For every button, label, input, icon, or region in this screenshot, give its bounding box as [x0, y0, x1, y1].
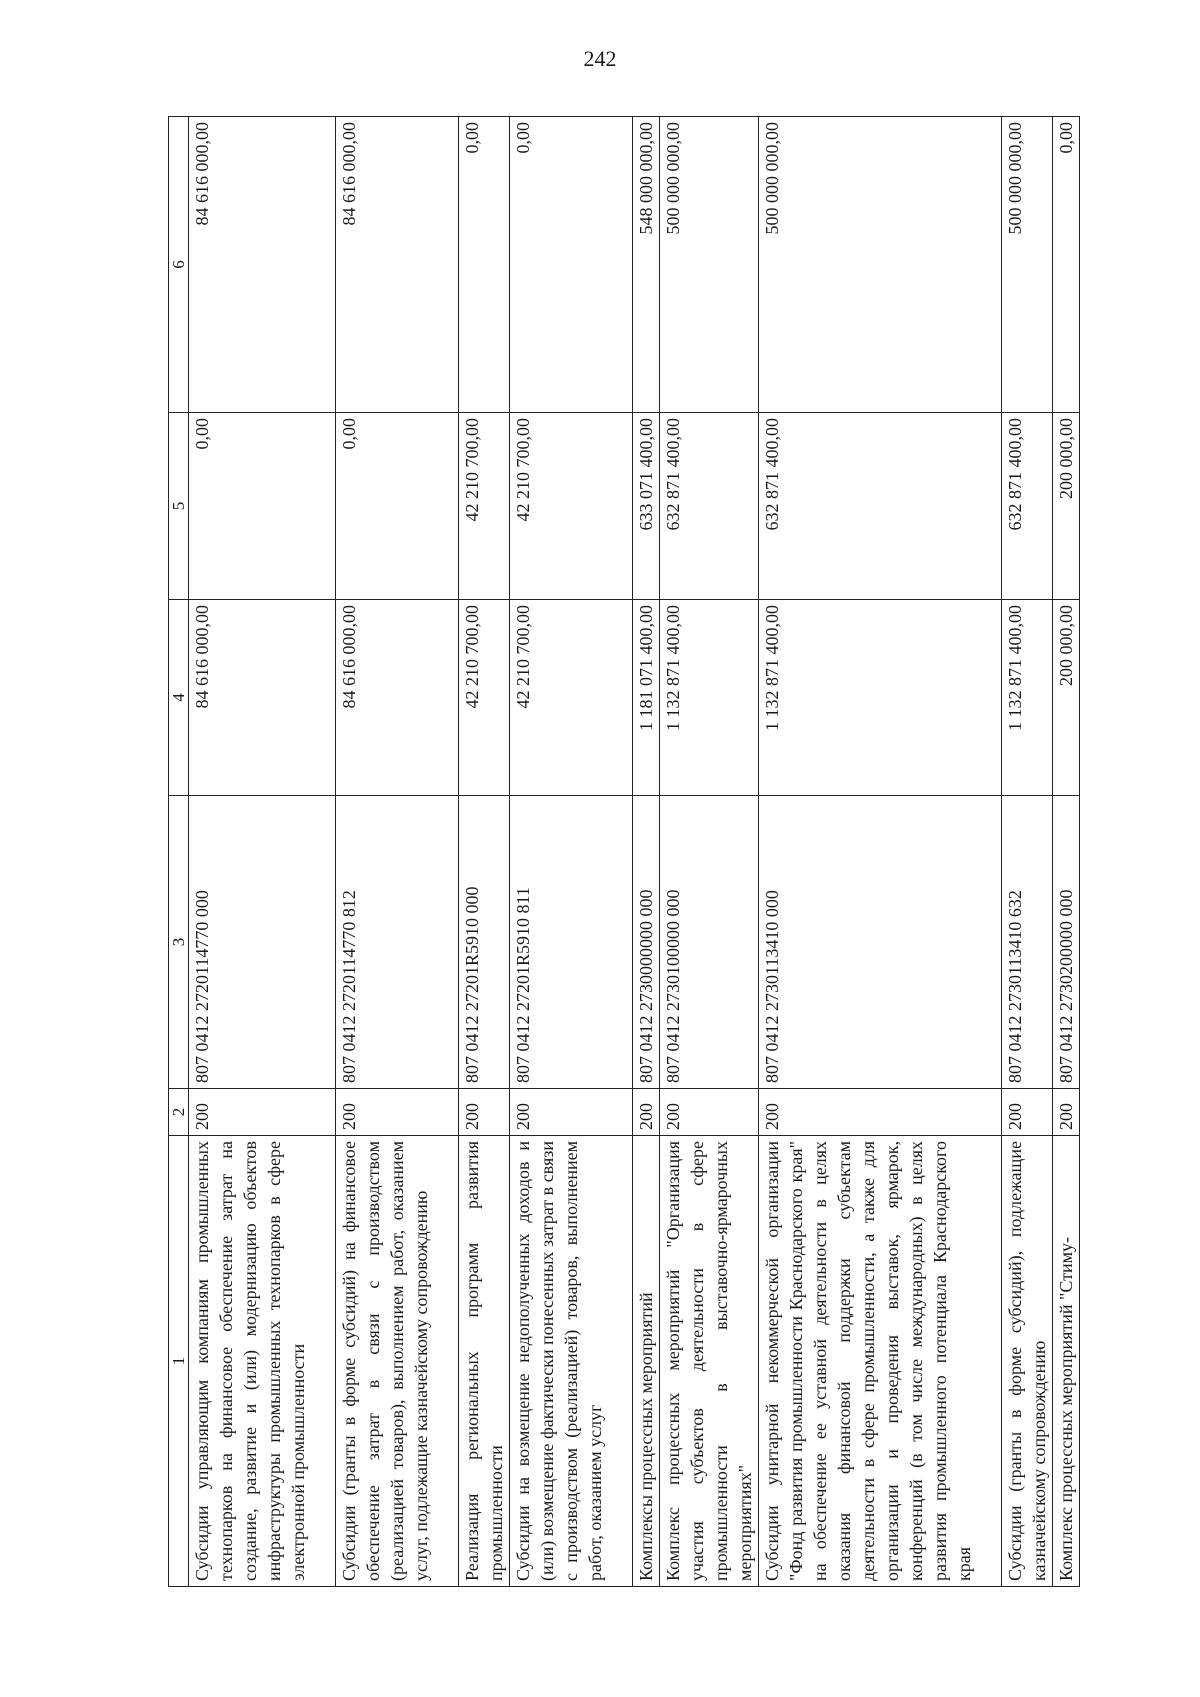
table-row [759, 117, 1002, 1587]
header-cell: 1 [169, 1136, 189, 1587]
row-value-5: 633 071 400,00 [633, 413, 660, 600]
row-value-5: 632 871 400,00 [759, 413, 1002, 600]
header-cell: 4 [169, 600, 189, 796]
row-value-6: 0,00 [459, 117, 510, 413]
row-code: 200 [189, 1089, 336, 1136]
row-code: 200 [459, 1089, 510, 1136]
row-value-5: 0,00 [336, 413, 459, 600]
table-row [459, 117, 510, 1587]
row-value-5: 632 871 400,00 [660, 413, 759, 600]
row-code: 200 [660, 1089, 759, 1136]
table-row [1002, 117, 1053, 1587]
row-name: Субсидии управляющим компаниям промышленных технопарков на финансовое обеспечение затрат на создание, развитие и (или) модернизацию объектов инфраструктуры промышленных технопарков в сфере электронной промышленности [189, 1136, 336, 1587]
row-value-6: 500 000 000,00 [1002, 117, 1053, 413]
table-row [660, 117, 759, 1587]
row-value-4: 1 181 071 400,00 [633, 600, 660, 796]
row-kbk: 807 0412 2730113410 000 [759, 796, 1002, 1089]
row-name: Субсидии на возмещение недополученных доходов и (или) возмещение фактически понесенных затрат в связи с производством (реализацией) товаров, выполнением работ, оказанием услуг [510, 1136, 633, 1587]
header-cell: 2 [169, 1089, 189, 1136]
table-row [1053, 117, 1080, 1587]
header-cell: 3 [169, 796, 189, 1089]
row-value-5: 632 871 400,00 [1002, 413, 1053, 600]
row-name: Субсидии (гранты в форме субсидий) на финансовое обеспечение затрат в связи с производством (реализацией товаров), выполнением работ, оказанием услуг, подлежащие казначейскому сопровождению [336, 1136, 459, 1587]
budget-table [168, 116, 1080, 1587]
row-value-4: 1 132 871 400,00 [759, 600, 1002, 796]
table-row [633, 117, 660, 1587]
row-code: 200 [759, 1089, 1002, 1136]
row-kbk: 807 0412 2720114770 000 [189, 796, 336, 1089]
header-cell: 6 [169, 117, 189, 413]
row-value-5: 42 210 700,00 [510, 413, 633, 600]
row-code: 200 [336, 1089, 459, 1136]
row-kbk: 807 0412 2730000000 000 [633, 796, 660, 1089]
table-row [510, 117, 633, 1587]
row-value-6: 84 616 000,00 [189, 117, 336, 413]
row-kbk: 807 0412 27201R5910 000 [459, 796, 510, 1089]
row-name: Субсидии унитарной некоммерческой организации "Фонд развития промышленности Краснодарского края" на обеспечение ее уставной деятельности в целях оказания финансовой поддержки субъектам деятельности в сфере промышленности, а также для организации и проведения выставок, ярмарок, конференций (в том числе международных) в целях развития промышленного потенциала Краснодарского края [759, 1136, 1002, 1587]
row-value-6: 500 000 000,00 [660, 117, 759, 413]
row-code: 200 [1002, 1089, 1053, 1136]
row-value-5: 42 210 700,00 [459, 413, 510, 600]
row-value-4: 1 132 871 400,00 [1002, 600, 1053, 796]
rotated-table-wrapper [168, 117, 1083, 1587]
row-value-4: 1 132 871 400,00 [660, 600, 759, 796]
table-row [336, 117, 459, 1587]
row-kbk: 807 0412 2720114770 812 [336, 796, 459, 1089]
header-cell: 5 [169, 413, 189, 600]
row-name: Комплексы процессных мероприятий [633, 1136, 660, 1587]
row-value-5: 200 000,00 [1053, 413, 1080, 600]
row-value-4: 42 210 700,00 [459, 600, 510, 796]
page-number: 242 [583, 46, 617, 71]
row-code: 200 [1053, 1089, 1080, 1136]
row-value-4: 42 210 700,00 [510, 600, 633, 796]
row-name: Субсидии (гранты в форме субсидий), подлежащие казначейскому сопровождению [1002, 1136, 1053, 1587]
row-value-6: 500 000 000,00 [759, 117, 1002, 413]
row-name: Реализация региональных программ развития промышленности [459, 1136, 510, 1587]
row-value-6: 0,00 [510, 117, 633, 413]
row-value-5: 0,00 [189, 413, 336, 600]
row-code: 200 [633, 1089, 660, 1136]
row-name: Комплекс процессных мероприятий "Организация участия субъектов деятельности в сфере промышленности в выставочно-ярмарочных мероприятиях" [660, 1136, 759, 1587]
row-value-6: 548 000 000,00 [633, 117, 660, 413]
row-kbk: 807 0412 2730113410 632 [1002, 796, 1053, 1089]
row-kbk: 807 0412 2730100000 000 [660, 796, 759, 1089]
table-row [189, 117, 336, 1587]
row-kbk: 807 0412 27201R5910 811 [510, 796, 633, 1089]
row-value-6: 84 616 000,00 [336, 117, 459, 413]
header-row [169, 117, 189, 1587]
row-value-4: 84 616 000,00 [336, 600, 459, 796]
row-name: Комплекс процессных мероприятий "Стиму- [1053, 1136, 1080, 1587]
row-kbk: 807 0412 2730200000 000 [1053, 796, 1080, 1089]
row-value-6: 0,00 [1053, 117, 1080, 413]
row-value-4: 200 000,00 [1053, 600, 1080, 796]
row-code: 200 [510, 1089, 633, 1136]
row-value-4: 84 616 000,00 [189, 600, 336, 796]
